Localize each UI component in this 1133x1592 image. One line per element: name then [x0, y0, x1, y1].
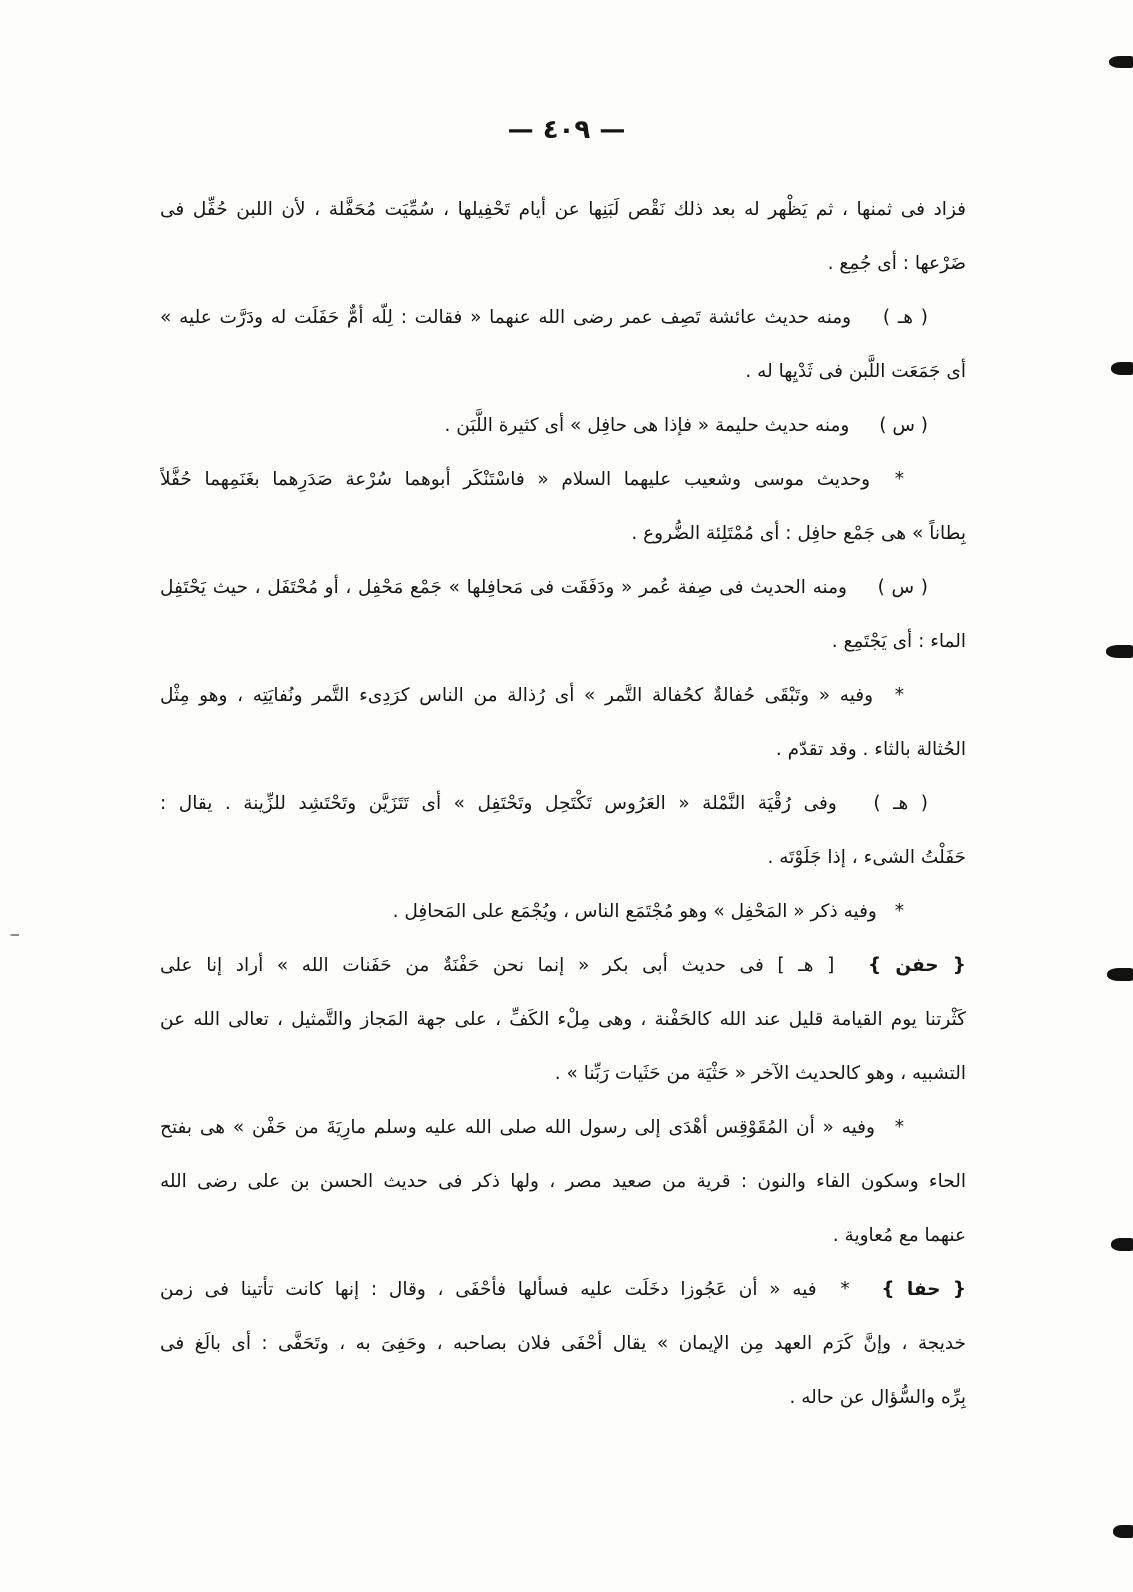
- source-siglum: ( س ): [879, 415, 928, 436]
- source-siglum: ( هـ ): [873, 793, 928, 814]
- line-text: خديجة ، وإنَّ كَرَم العهد مِن الإيمان » يقال أحْفَى فلان بصاحبه ، وحَفِىَ به ، وتَحَفَّى : أى بالَغ فى: [160, 1333, 966, 1354]
- line-text: الماء : أى يَجْتَمِع .: [831, 631, 966, 652]
- text-line: [160, 1047, 966, 1101]
- text-line: [160, 183, 966, 237]
- line-text: أى جَمَعَت اللَّبن فى ثَدْيِها له .: [745, 361, 966, 382]
- paragraph-star: *: [894, 901, 904, 922]
- scan-edge-mark: [1113, 1525, 1133, 1538]
- text-line: [160, 723, 966, 777]
- paragraph-star: *: [840, 1279, 850, 1300]
- line-text: عنهما مع مُعاوية .: [832, 1225, 966, 1246]
- line-text: ضَرْعها : أى جُمِع .: [827, 253, 966, 274]
- page-number: — ٤٠٩ —: [507, 115, 626, 145]
- line-text: وفيه « وتَبْقَى حُفالةٌ كحُفالة التَّمر » أى رُذالة من الناس كرَدِىء التَّمر ونُفايَتِه ، وهو مِثْل: [160, 685, 874, 706]
- text-line: [160, 669, 966, 723]
- paragraph-star: *: [894, 685, 904, 706]
- line-text: فيه « أن عَجُوزا دخَلَت عليه فسألها فأحْفَى ، وقال : إنها كانت تأتينا فى زمن: [160, 1279, 817, 1300]
- scan-edge-mark: [1106, 645, 1133, 658]
- text-line: [160, 399, 966, 453]
- text-line: [160, 1101, 966, 1155]
- text-line: [160, 291, 966, 345]
- text-line: [160, 1155, 966, 1209]
- scan-edge-mark: [10, 934, 19, 936]
- paragraph-star: *: [894, 1117, 904, 1138]
- line-text: ومنه الحديث فى صِفة عُمر « ودَفَقَت فى مَحافِلها » جَمْع مَحْفِل ، أو مُحْتَفَل ، حيث يَحْتَفِل: [160, 577, 847, 598]
- scan-edge-mark: [1109, 56, 1133, 68]
- entry-headword: { حفا }: [881, 1279, 966, 1300]
- text-line: [160, 993, 966, 1047]
- line-text: حَفَلْتُ الشىء ، إذا جَلَوْتَه .: [767, 847, 966, 868]
- text-line: [160, 831, 966, 885]
- text-line: [160, 1263, 966, 1317]
- text-line: [160, 453, 966, 507]
- line-text: بِرِّه والسُّؤال عن حاله .: [789, 1387, 966, 1408]
- line-text: وفيه « أن المُقَوْقِس أهْدَى إلى رسول الله صلى الله عليه وسلم مارِيَةَ من حَفْن » هى بفتح: [160, 1117, 875, 1138]
- text-block: [160, 183, 966, 1425]
- text-line: [160, 345, 966, 399]
- line-text: التشبيه ، وهو كالحديث الآخر « حَثْيَة من حَثَيات رَبِّنا » .: [554, 1063, 966, 1084]
- text-line: [160, 507, 966, 561]
- line-text: فزاد فى ثمنها ، ثم يَظْهر له بعد ذلك نَقْص لَبَنِها عن أيام تَحْفِيلها ، سُمِّيَت مُحَفَّلة ، لأن اللبن حُفِّل فى: [160, 199, 966, 220]
- text-line: [160, 561, 966, 615]
- line-text: وحديث موسى وشعيب عليهما السلام « فاسْتَنْكَر أبوهما سُرْعة صَدَرِهما بغَنَمِهما حُفَّلاً: [160, 469, 871, 490]
- paragraph-star: *: [894, 469, 904, 490]
- line-text: ومنه حديث عائشة تَصِف عمر رضى الله عنهما « فقالت : لِلّه أمٌّ حَفَلَت له ودَرَّت عليه »: [160, 307, 852, 328]
- text-line: [160, 237, 966, 291]
- line-text: ومنه حديث حليمة « فإذا هى حافِل » أى كثيرة اللَّبَن .: [444, 415, 850, 436]
- source-siglum: ( هـ ): [882, 307, 929, 328]
- text-line: [160, 777, 966, 831]
- text-line: [160, 1371, 966, 1425]
- line-text: وفى رُقْيَة النَّمْلة « العَرُوس تَكْتَحِل وتَحْتَفِل » أى تَتَزَيَّن وتَحْتَشِد للزِّينة . يقال :: [160, 793, 837, 814]
- text-line: [160, 1209, 966, 1263]
- line-text: الحُثالة بالثاء . وقد تقدّم .: [775, 739, 966, 760]
- source-siglum: ( س ): [877, 577, 928, 598]
- scan-edge-mark: [1111, 362, 1133, 375]
- text-line: [160, 615, 966, 669]
- line-text: وفيه ذكر « المَحْفِل » وهو مُجْتَمَع الناس ، ويُجْمَع على المَحافِل .: [392, 901, 877, 922]
- entry-headword: { حفن }: [867, 955, 966, 976]
- line-text: بِطاناً » هى جَمْع حافِل : أى مُمْتَلِئة الضُّروع .: [631, 523, 966, 544]
- line-text: كَثْرتنا يوم القيامة قليل عند الله كالحَفْنة ، وهى مِلْء الكَفِّ ، على جهة المَجاز والتَّمثيل ، تعالى الله عن: [160, 1009, 966, 1030]
- line-text: [ هـ ] فى حديث أبى بكر « إنما نحن حَفْنَةٌ من حَفَنات الله » أراد إنا على: [160, 955, 835, 976]
- scan-edge-mark: [1111, 1238, 1133, 1251]
- scan-edge-mark: [1107, 968, 1133, 981]
- text-line: [160, 1317, 966, 1371]
- line-text: الحاء وسكون الفاء والنون : قرية من صعيد مصر ، ولها ذكر فى حديث الحسن بن على رضى الله: [160, 1171, 966, 1192]
- text-line: [160, 885, 966, 939]
- text-line: [160, 939, 966, 993]
